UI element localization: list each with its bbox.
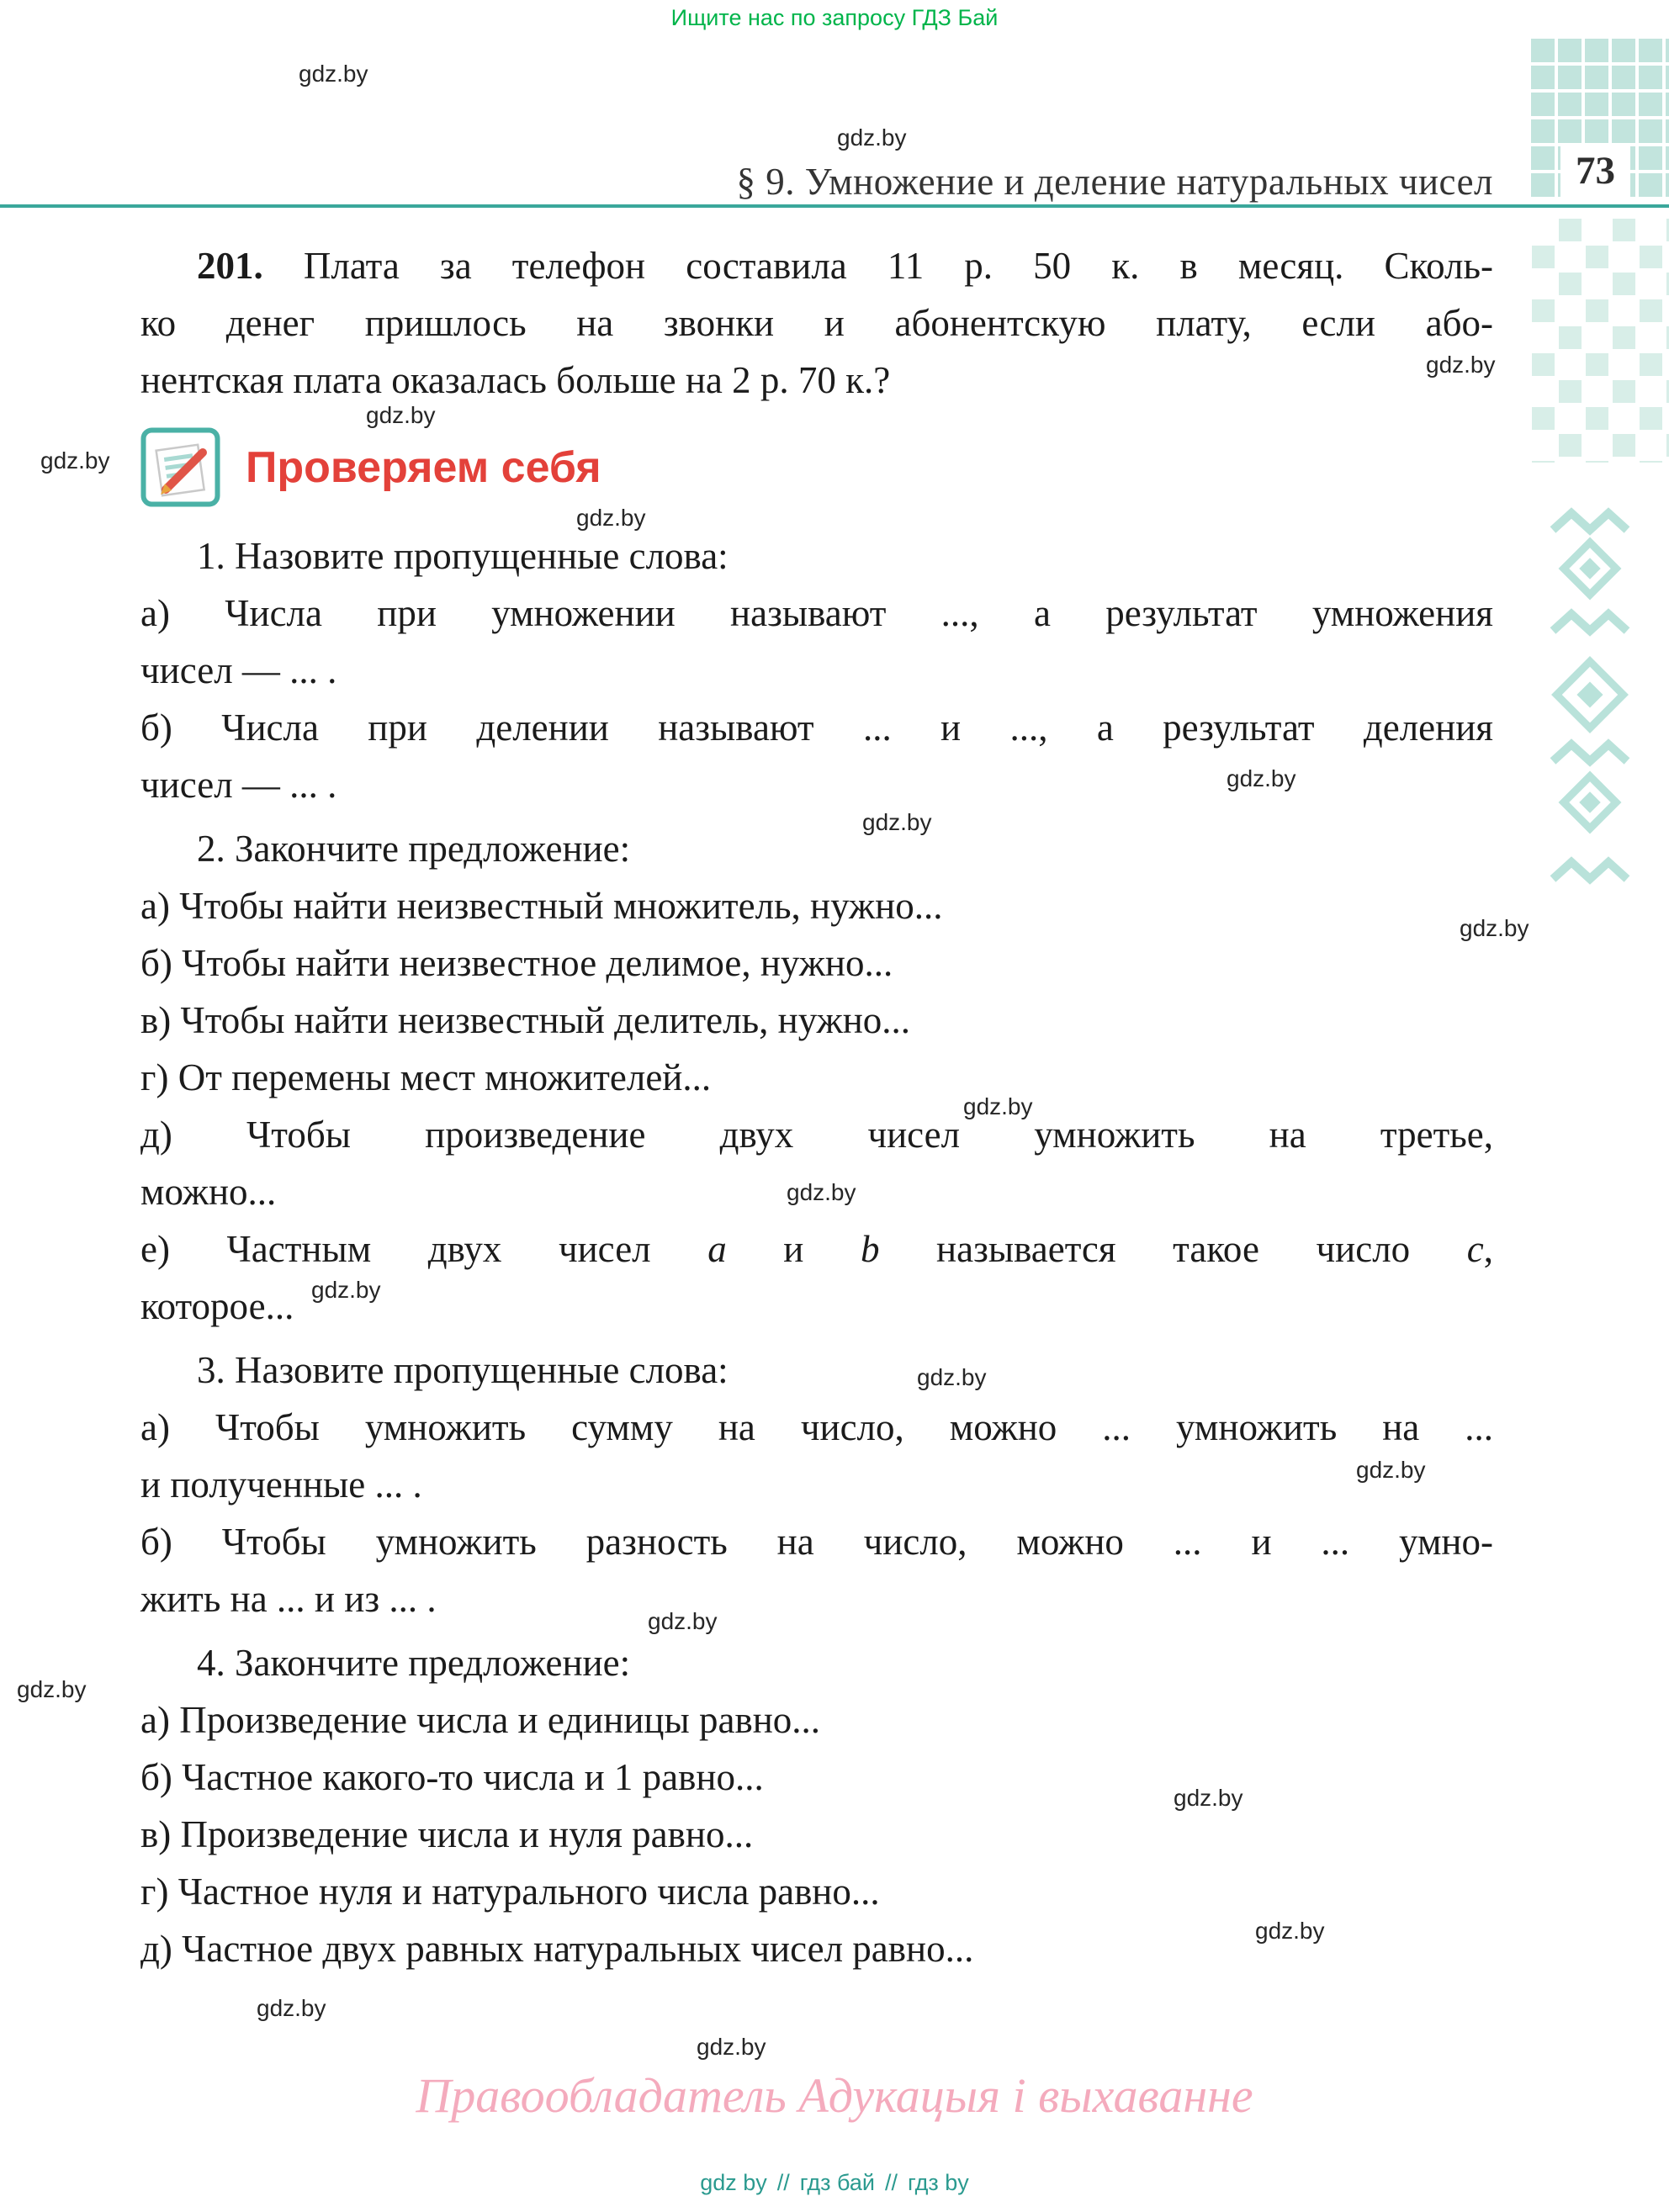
footer-copyright: Правообладатель Адукацыя і выхаванне bbox=[416, 2068, 1253, 2123]
link-separator: // bbox=[884, 2170, 898, 2195]
watermark: gdz.by bbox=[40, 447, 110, 474]
section-divider bbox=[0, 204, 1669, 208]
check-yourself-header bbox=[140, 427, 1493, 507]
watermark: gdz.by bbox=[648, 1608, 718, 1634]
footer-link[interactable]: gdz by bbox=[700, 2170, 767, 2195]
notepad-pencil-icon bbox=[140, 427, 220, 507]
problem-number: 201. bbox=[197, 245, 263, 287]
watermark: gdz.by bbox=[917, 1364, 987, 1390]
watermark: gdz.by bbox=[963, 1093, 1033, 1119]
watermark: gdz.by bbox=[311, 1277, 381, 1303]
question-line: е) Частным двух чисел a и b называется такое число c, bbox=[140, 1228, 1493, 1270]
question-line: б) Частное какого-то числа и 1 равно... bbox=[140, 1756, 764, 1798]
problem-201 bbox=[140, 237, 1493, 409]
question-line: которое... bbox=[140, 1285, 294, 1327]
watermark: gdz.by bbox=[787, 1179, 856, 1205]
question-line: в) Произведение числа и нуля равно... bbox=[140, 1813, 754, 1855]
watermark: gdz.by bbox=[1356, 1457, 1426, 1483]
watermark: gdz.by bbox=[366, 402, 436, 428]
problem-line: 201. Плата за телефон составила 11 р. 50 к. в месяц. Сколь- bbox=[197, 245, 1493, 287]
watermark: gdz.by bbox=[576, 505, 646, 531]
watermark: gdz.by bbox=[1426, 352, 1496, 378]
watermark: gdz.by bbox=[697, 2034, 766, 2060]
problem-line: ко денег пришлось на звонки и абонентскую плату, если або- bbox=[140, 302, 1493, 344]
question-line: д) Частное двух равных натуральных чисел равно... bbox=[140, 1928, 974, 1970]
top-banner-text: Ищите нас по запросу ГДЗ Бай bbox=[670, 5, 999, 30]
page-number: 73 bbox=[1560, 145, 1630, 197]
ornament-column-icon bbox=[1528, 503, 1669, 915]
watermark: gdz.by bbox=[17, 1676, 87, 1702]
footer-links bbox=[0, 2170, 1669, 2196]
question-line: а) Числа при умножении называют ..., а результат умножения bbox=[140, 592, 1493, 634]
question-intro: 2. Закончите предложение: bbox=[197, 828, 631, 870]
question-intro: 4. Закончите предложение: bbox=[197, 1642, 631, 1684]
chapter-title: § 9. Умножение и деление натуральных чисел bbox=[736, 161, 1493, 203]
watermark: gdz.by bbox=[1255, 1918, 1325, 1944]
problem-line: нентская плата оказалась больше на 2 р. 70 к.? bbox=[140, 359, 891, 401]
question-line: а) Чтобы найти неизвестный множитель, нужно... bbox=[140, 885, 943, 927]
question-line: а) Чтобы умножить сумму на число, можно ... умножить на ... bbox=[140, 1406, 1493, 1448]
question-line: г) Частное нуля и натурального числа равно... bbox=[140, 1871, 880, 1913]
watermark: gdz.by bbox=[1174, 1785, 1243, 1811]
question-line: б) Чтобы умножить разность на число, можно ... и ... умно- bbox=[140, 1521, 1493, 1563]
question-line: жить на ... и из ... . bbox=[140, 1578, 437, 1620]
watermark: gdz.by bbox=[257, 1995, 326, 2021]
question-group-2 bbox=[140, 820, 1493, 1335]
question-group-3 bbox=[140, 1341, 1493, 1627]
question-line: чисел — ... . bbox=[140, 649, 337, 691]
link-separator: // bbox=[776, 2170, 790, 2195]
question-line: б) Чтобы найти неизвестное делимое, нужно... bbox=[140, 942, 893, 984]
watermark: gdz.by bbox=[1227, 765, 1296, 791]
question-line: а) Произведение числа и единицы равно... bbox=[140, 1699, 821, 1741]
watermark: gdz.by bbox=[862, 809, 932, 835]
question-line: д) Чтобы произведение двух чисел умножить на третье, bbox=[140, 1114, 1493, 1156]
question-line: и полученные ... . bbox=[140, 1463, 422, 1506]
question-line: чисел — ... . bbox=[140, 764, 337, 806]
watermark: gdz.by bbox=[837, 124, 907, 151]
content bbox=[140, 237, 1493, 1977]
question-line: можно... bbox=[140, 1171, 277, 1213]
footer-link[interactable]: гдз бай bbox=[799, 2170, 875, 2195]
watermark: gdz.by bbox=[1460, 915, 1529, 941]
question-intro: 3. Назовите пропущенные слова: bbox=[197, 1349, 729, 1391]
pattern-grid-sparse bbox=[1528, 214, 1669, 463]
question-intro: 1. Назовите пропущенные слова: bbox=[197, 535, 729, 577]
watermark: gdz.by bbox=[299, 61, 368, 87]
check-yourself-title: Проверяем себя bbox=[246, 442, 601, 492]
question-line: б) Числа при делении называют ... и ..., а результат деления bbox=[140, 706, 1493, 749]
question-line: в) Чтобы найти неизвестный делитель, нужно... bbox=[140, 999, 911, 1041]
question-line: г) От перемены мест множителей... bbox=[140, 1056, 712, 1098]
footer-link[interactable]: гдз by bbox=[908, 2170, 969, 2195]
